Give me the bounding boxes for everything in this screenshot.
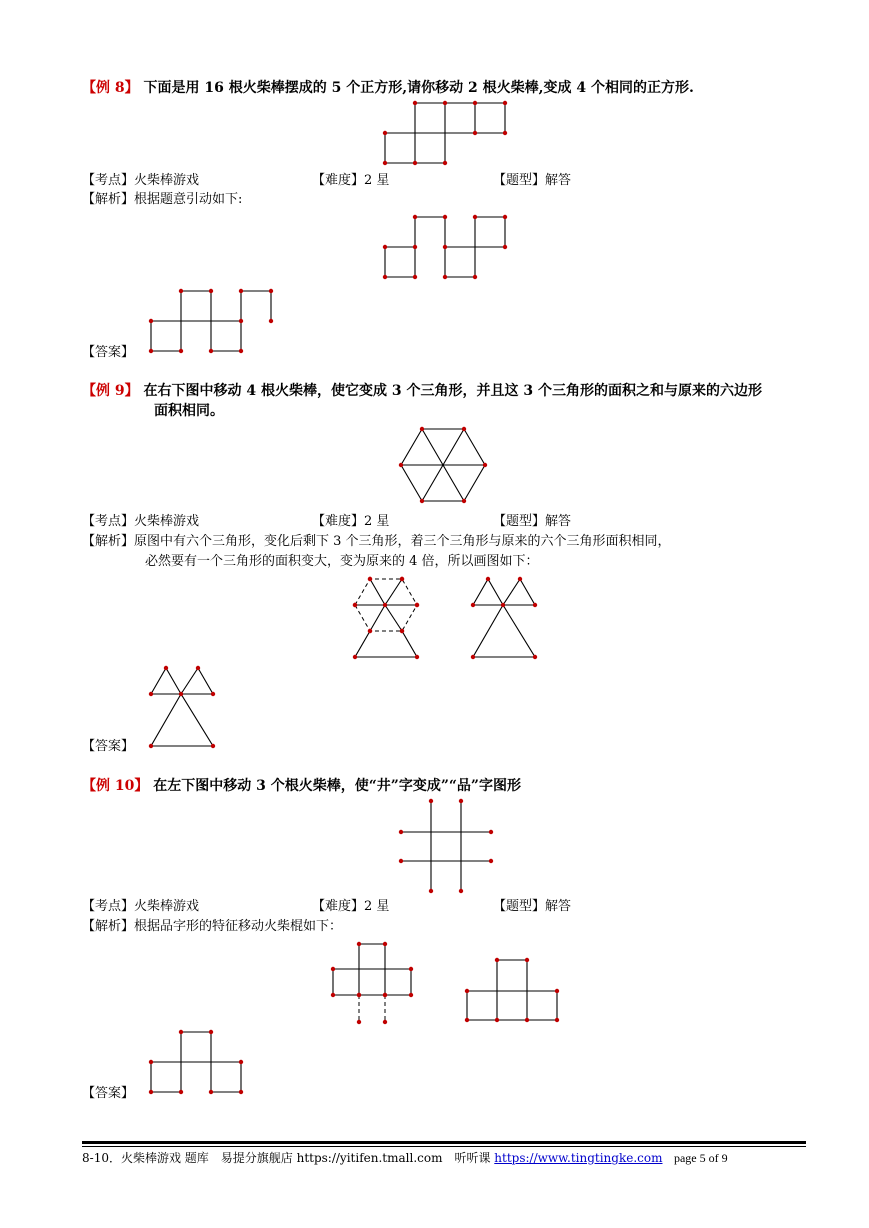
match-head-dot [211,744,215,748]
match-head-dot [399,463,403,467]
match-head-dot [149,349,153,353]
example-10-answer-figure [146,1027,246,1099]
match-head-dot [383,161,387,165]
match-head-dot [420,427,424,431]
match-head-dot [503,101,507,105]
example-10-text: 在左下图中移动 3 个根火柴棒，使“井”字变成”“品”字图形 [153,778,521,794]
match-head-dot [501,603,505,607]
example-9-tixing: 【题型】解答 [493,514,572,529]
example-10-tixing: 【题型】解答 [493,899,572,914]
footer-rule-thin [82,1146,806,1147]
match-head-dot [429,889,433,893]
match-head-dot [471,655,475,659]
match-head-dot [357,993,361,997]
match-head-dot [471,603,475,607]
example-8-answer-figure [146,286,276,356]
match-head-dot [149,744,153,748]
match-head-dot [459,799,463,803]
match-head-dot [353,603,357,607]
match-head-dot [462,499,466,503]
example-10-kaodian: 【考点】火柴棒游戏 [82,899,200,914]
match-head-dot [239,1060,243,1064]
match-head-dot [429,799,433,803]
example-8-tag: 【例 8】 [82,80,139,96]
example-9-jiexi-line1: 【解析】原图中有六个三角形，变化后剩下 3 个三角形，着三个三角形与原来的六个三角形面积相同， [82,534,671,549]
match-head-dot [400,577,404,581]
example-10-answer: 【答案】 [82,1086,135,1101]
match-head-dot [179,1030,183,1034]
example-9-figure [396,424,491,506]
match-head-dot [443,245,447,249]
match-head-dot [357,942,361,946]
match-head-dot [383,275,387,279]
match-head-dot [495,958,499,962]
match-head-dot [149,1090,153,1094]
match-head-dot [383,942,387,946]
match-head-dot [473,131,477,135]
example-8-solution-figure [380,212,510,282]
match-head-dot [179,349,183,353]
match-head-dot [465,1018,469,1022]
match-head-dot [503,131,507,135]
match-head-dot [368,629,372,633]
match-head-dot [269,319,273,323]
footer-page-number: page 5 of 9 [673,1151,728,1165]
match-head-dot [399,859,403,863]
match-head-dot [462,427,466,431]
match-head-dot [239,1090,243,1094]
example-10-tag: 【例 10】 [82,778,149,794]
match-head-dot [239,319,243,323]
example-8-answer: 【答案】 [82,345,135,360]
example-9-answer: 【答案】 [82,739,135,754]
match-head-dot [331,967,335,971]
example-9-tag: 【例 9】 [82,383,139,399]
match-head-dot [413,215,417,219]
match-head-dot [503,215,507,219]
match-head-dot [368,577,372,581]
example-10-figure [396,796,496,896]
match-head-dot [443,275,447,279]
match-head-dot [209,349,213,353]
example-8-tixing: 【题型】解答 [493,173,572,188]
example-9-answer-figure [146,663,218,753]
example-9-solution-figure-a [350,574,422,664]
match-head-dot [239,289,243,293]
match-head-dot [413,161,417,165]
match-head-dot [399,830,403,834]
match-head-dot [239,349,243,353]
match-head-dot [420,499,424,503]
match-head-dot [164,666,168,670]
match-head-dot [465,989,469,993]
match-head-dot [331,993,335,997]
match-head-dot [383,131,387,135]
match-head-dot [209,289,213,293]
match-head-dot [555,989,559,993]
match-head-dot [555,1018,559,1022]
match-head-dot [211,692,215,696]
match-head-dot [533,603,537,607]
match-head-dot [400,629,404,633]
example-9-question [82,381,762,401]
match-head-dot [486,577,490,581]
match-head-dot [209,1030,213,1034]
example-10-solution-figure-a [328,939,418,1029]
match-head-dot [489,859,493,863]
match-head-dot [409,967,413,971]
example-9-kaodian: 【考点】火柴棒游戏 [82,514,200,529]
footer [82,1150,728,1166]
match-head-dot [483,463,487,467]
match-head-dot [443,215,447,219]
match-head-dot [525,1018,529,1022]
example-9-nandu: 【难度】2 星 [312,514,390,529]
match-head-dot [179,692,183,696]
example-9-jiexi-line2: 必然要有一个三角形的面积变大，变为原来的 4 倍，所以画图如下： [145,554,539,569]
match-head-dot [415,655,419,659]
match-head-dot [459,889,463,893]
match-head-dot [209,1090,213,1094]
match-head-dot [413,101,417,105]
example-9-text-line2: 面积相同。 [154,403,224,419]
match-head-dot [518,577,522,581]
example-8-question [82,78,694,98]
match-head-dot [443,101,447,105]
match-head-dot [383,993,387,997]
footer-text: 8-10．火柴棒游戏 题库 易提分旗舰店 https://yitifen.tmall.com 听听课 [82,1151,495,1165]
example-10-nandu: 【难度】2 星 [312,899,390,914]
example-8-nandu: 【难度】2 星 [312,173,390,188]
example-8-jiexi: 【解析】根据题意引动如下: [82,192,243,207]
match-head-dot [179,289,183,293]
match-head-dot [149,319,153,323]
match-head-dot [196,666,200,670]
match-head-dot [149,692,153,696]
match-head-dot [443,161,447,165]
match-head-dot [503,245,507,249]
match-head-dot [357,1020,361,1024]
match-head-dot [473,275,477,279]
example-8-text: 下面是用 16 根火柴棒摆成的 5 个正方形,请你移动 2 根火柴棒,变成 4 个相同的正方形. [143,80,694,96]
footer-link[interactable]: https://www.tingtingke.com [494,1151,663,1165]
match-head-dot [413,275,417,279]
example-10-solution-figure-b [462,955,562,1025]
match-head-dot [525,958,529,962]
match-head-dot [409,993,413,997]
match-head-dot [415,603,419,607]
match-head-dot [353,655,357,659]
example-8-figure [380,98,510,168]
match-head-dot [269,289,273,293]
match-head-dot [489,830,493,834]
example-9-text-line1: 在右下图中移动 4 根火柴棒，使它变成 3 个三角形，并且这 3 个三角形的面积之和与原来的六边形 [143,383,762,399]
example-8-kaodian: 【考点】火柴棒游戏 [82,173,200,188]
match-head-dot [383,1020,387,1024]
example-10-jiexi: 【解析】根据品字形的特征移动火柴棍如下： [82,919,343,934]
match-head-dot [533,655,537,659]
example-9-solution-figure-b [468,574,540,664]
match-head-dot [383,245,387,249]
match-head-dot [473,215,477,219]
match-head-dot [149,1060,153,1064]
match-head-dot [383,603,387,607]
match-head-dot [495,1018,499,1022]
footer-rule-thick [82,1141,806,1144]
example-10-question [82,776,521,796]
match-head-dot [413,245,417,249]
match-head-dot [179,1090,183,1094]
match-head-dot [473,101,477,105]
